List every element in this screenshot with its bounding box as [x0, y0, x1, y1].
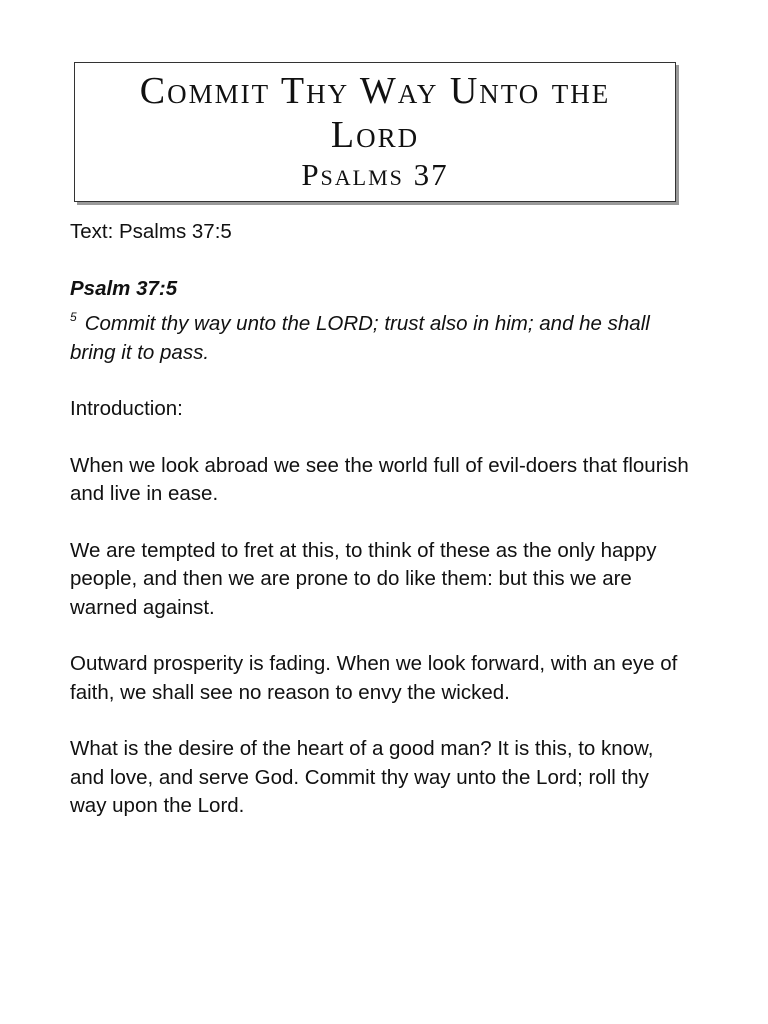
verse-text-line — [70, 303, 690, 367]
verse-number: 5 — [70, 310, 77, 324]
paragraph-4: What is the desire of the heart of a good man? It is this, to know, and love, and serve God. Commit thy way unto the Lord; roll thy way upon the Lord. — [70, 737, 654, 817]
paragraph-3: Outward prosperity is fading. When we look forward, with an eye of faith, we shall see no reason to envy the wicked. — [70, 652, 678, 704]
document-title: Commit Thy Way Unto the Lord — [139, 70, 611, 156]
introduction-label: Introduction: — [70, 397, 183, 420]
paragraph-2: We are tempted to fret at this, to think of these as the only happy people, and then we are prone to do like them: but this we are warned against. — [70, 538, 657, 619]
paragraph-1: When we look abroad we see the world full of evil-doers that flourish and live in ease. — [70, 453, 689, 505]
text-reference-line: Text: Psalms 37:5 — [70, 220, 232, 243]
verse-reference: Psalm 37:5 — [70, 276, 178, 300]
verse-block — [70, 275, 690, 368]
title-box — [74, 62, 676, 202]
document-body — [70, 218, 690, 849]
verse-text: Commit thy way unto the LORD; trust also in him; and he shall bring it to pass. — [70, 312, 650, 364]
document-subtitle: Psalms 37 — [301, 157, 449, 192]
